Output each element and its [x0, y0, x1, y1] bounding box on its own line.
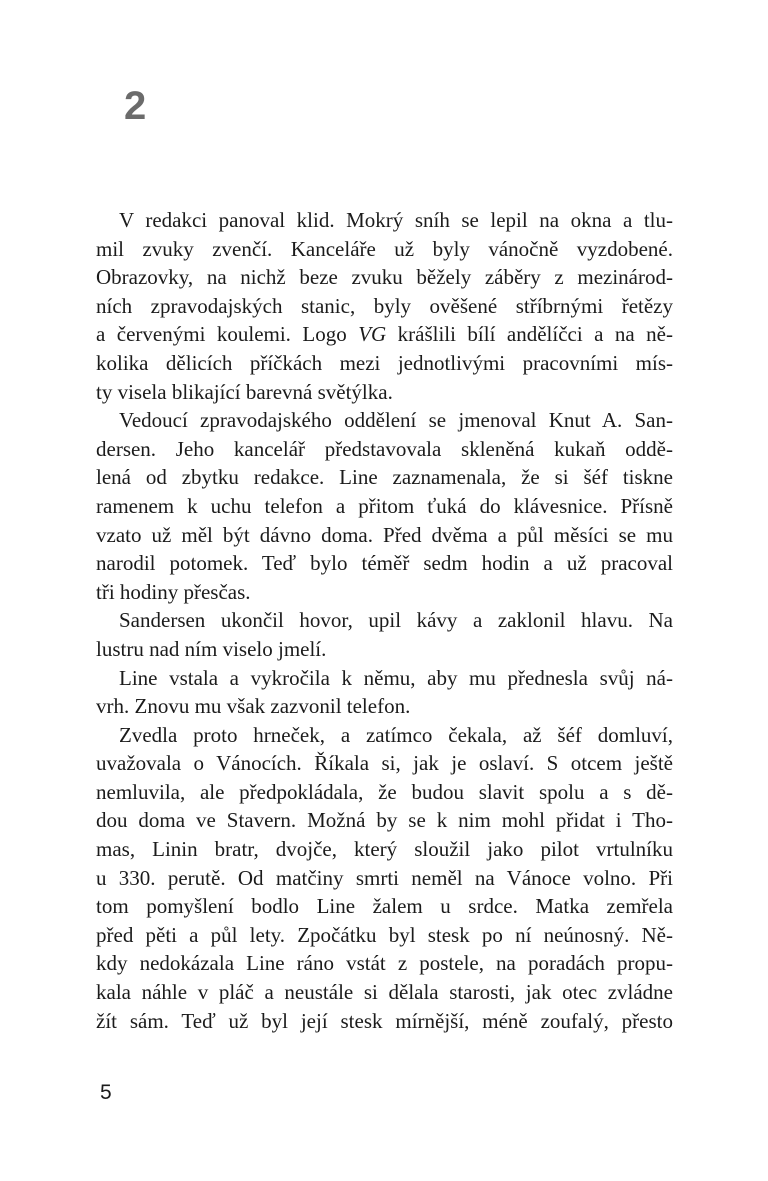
page-number: 5 — [100, 1081, 112, 1104]
text-line: před pěti a půl lety. Zpočátku byl stesk po ní neúnosný. Ně- — [96, 922, 673, 947]
italic-text: VG — [358, 322, 387, 347]
text-line: u 330. perutě. Od matčiny smrti neměl na Vánoce volno. Při — [96, 865, 673, 890]
text-line: kdy nedokázala Line ráno vstát z postele, na poradách propu- — [96, 951, 673, 976]
text-line: mas, Linin bratr, dvojče, který sloužil jako pilot vrtulníku — [96, 837, 673, 862]
paragraph — [96, 664, 673, 721]
text-line: ních zpravodajských stanic, byly ověšené stříbrnými řetězy — [96, 293, 673, 318]
paragraph — [96, 721, 673, 1036]
text-line: kolika dělicích příčkách mezi jednotlivými pracovními mís- — [96, 350, 673, 375]
chapter-number: 2 — [124, 84, 147, 128]
text-line: a červenými koulemi. Logo VG krášlili bílí andělíčci a na ně- — [96, 322, 673, 347]
paragraph — [96, 206, 673, 406]
text-line: Vedoucí zpravodajského oddělení se jmenoval Knut A. San- — [119, 408, 673, 433]
text-line: lená od zbytku redakce. Line zaznamenala, že si šéf tiskne — [96, 465, 673, 490]
text-line: mil zvuky zvenčí. Kanceláře už byly vánočně vyzdobené. — [96, 236, 673, 261]
text-line: uvažovala o Vánocích. Říkala si, jak je oslaví. S otcem ještě — [96, 751, 673, 776]
text-line: narodil potomek. Teď bylo téměř sedm hodin a už pracoval — [96, 551, 673, 576]
text-line: Zvedla proto hrneček, a zatímco čekala, až šéf domluví, — [119, 722, 673, 747]
text-line: vrh. Znovu mu však zazvonil telefon. — [96, 694, 411, 719]
text-line: dou doma ve Stavern. Možná by se k nim mohl přidat i Tho- — [96, 808, 673, 833]
text-line: nemluvila, ale předpokládala, že budou slavit spolu a s dě- — [96, 779, 673, 804]
text-line: žít sám. Teď už byl její stesk mírnější, méně zoufalý, přesto — [96, 1008, 673, 1033]
text-line: ramenem k uchu telefon a přitom ťuká do klávesnice. Přísně — [96, 493, 673, 518]
text-line: kala náhle v pláč a neustále si dělala starosti, jak otec zvládne — [96, 980, 673, 1005]
text-line: dersen. Jeho kancelář představovala skleněná kukaň oddě- — [96, 436, 673, 461]
paragraph — [96, 606, 673, 663]
paragraph — [96, 406, 673, 606]
text-line: lustru nad ním viselo jmelí. — [96, 636, 327, 661]
text-line: Line vstala a vykročila k němu, aby mu přednesla svůj ná- — [119, 665, 673, 690]
text-line: ty visela blikající barevná světýlka. — [96, 379, 393, 404]
text-line: Sandersen ukončil hovor, upil kávy a zaklonil hlavu. Na — [119, 608, 673, 633]
text-block — [96, 206, 673, 1035]
text-line: tom pomyšlení bodlo Line žalem u srdce. Matka zemřela — [96, 894, 673, 919]
text-line: vzato už měl být dávno doma. Před dvěma a půl měsíci se mu — [96, 522, 673, 547]
text-line: V redakci panoval klid. Mokrý sníh se lepil na okna a tlu- — [119, 208, 673, 232]
text-line: tři hodiny přesčas. — [96, 579, 251, 604]
text-line: Obrazovky, na nichž beze zvuku běžely záběry z mezinárod- — [96, 265, 673, 290]
